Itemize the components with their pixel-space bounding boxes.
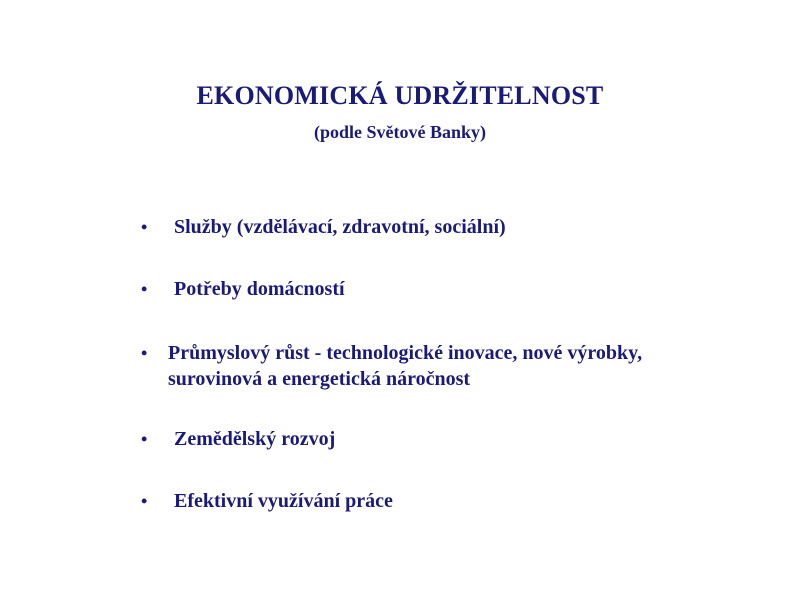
bullet-text: Průmyslový růst - technologické inovace, nové výrobky, surovinová a energetická náročnost xyxy=(168,342,643,390)
bullet-text: Služby (vzdělávací, zdravotní, sociální) xyxy=(174,216,506,238)
slide-subtitle: (podle Světové Banky) xyxy=(313,122,486,142)
bullet-dot-icon: • xyxy=(141,491,148,511)
bullet-dot-icon: • xyxy=(141,429,148,449)
bullet-text: Potřeby domácností xyxy=(174,278,345,300)
slide-title: EKONOMICKÁ UDRŽITELNOST xyxy=(196,81,604,110)
bullet-text: Efektivní využívání práce xyxy=(174,490,393,512)
bullet-dot-icon: • xyxy=(141,343,148,363)
bullet-dot-icon: • xyxy=(141,279,148,299)
bullet-text: Zemědělský rozvoj xyxy=(174,428,336,450)
bullet-dot-icon: • xyxy=(141,217,148,237)
